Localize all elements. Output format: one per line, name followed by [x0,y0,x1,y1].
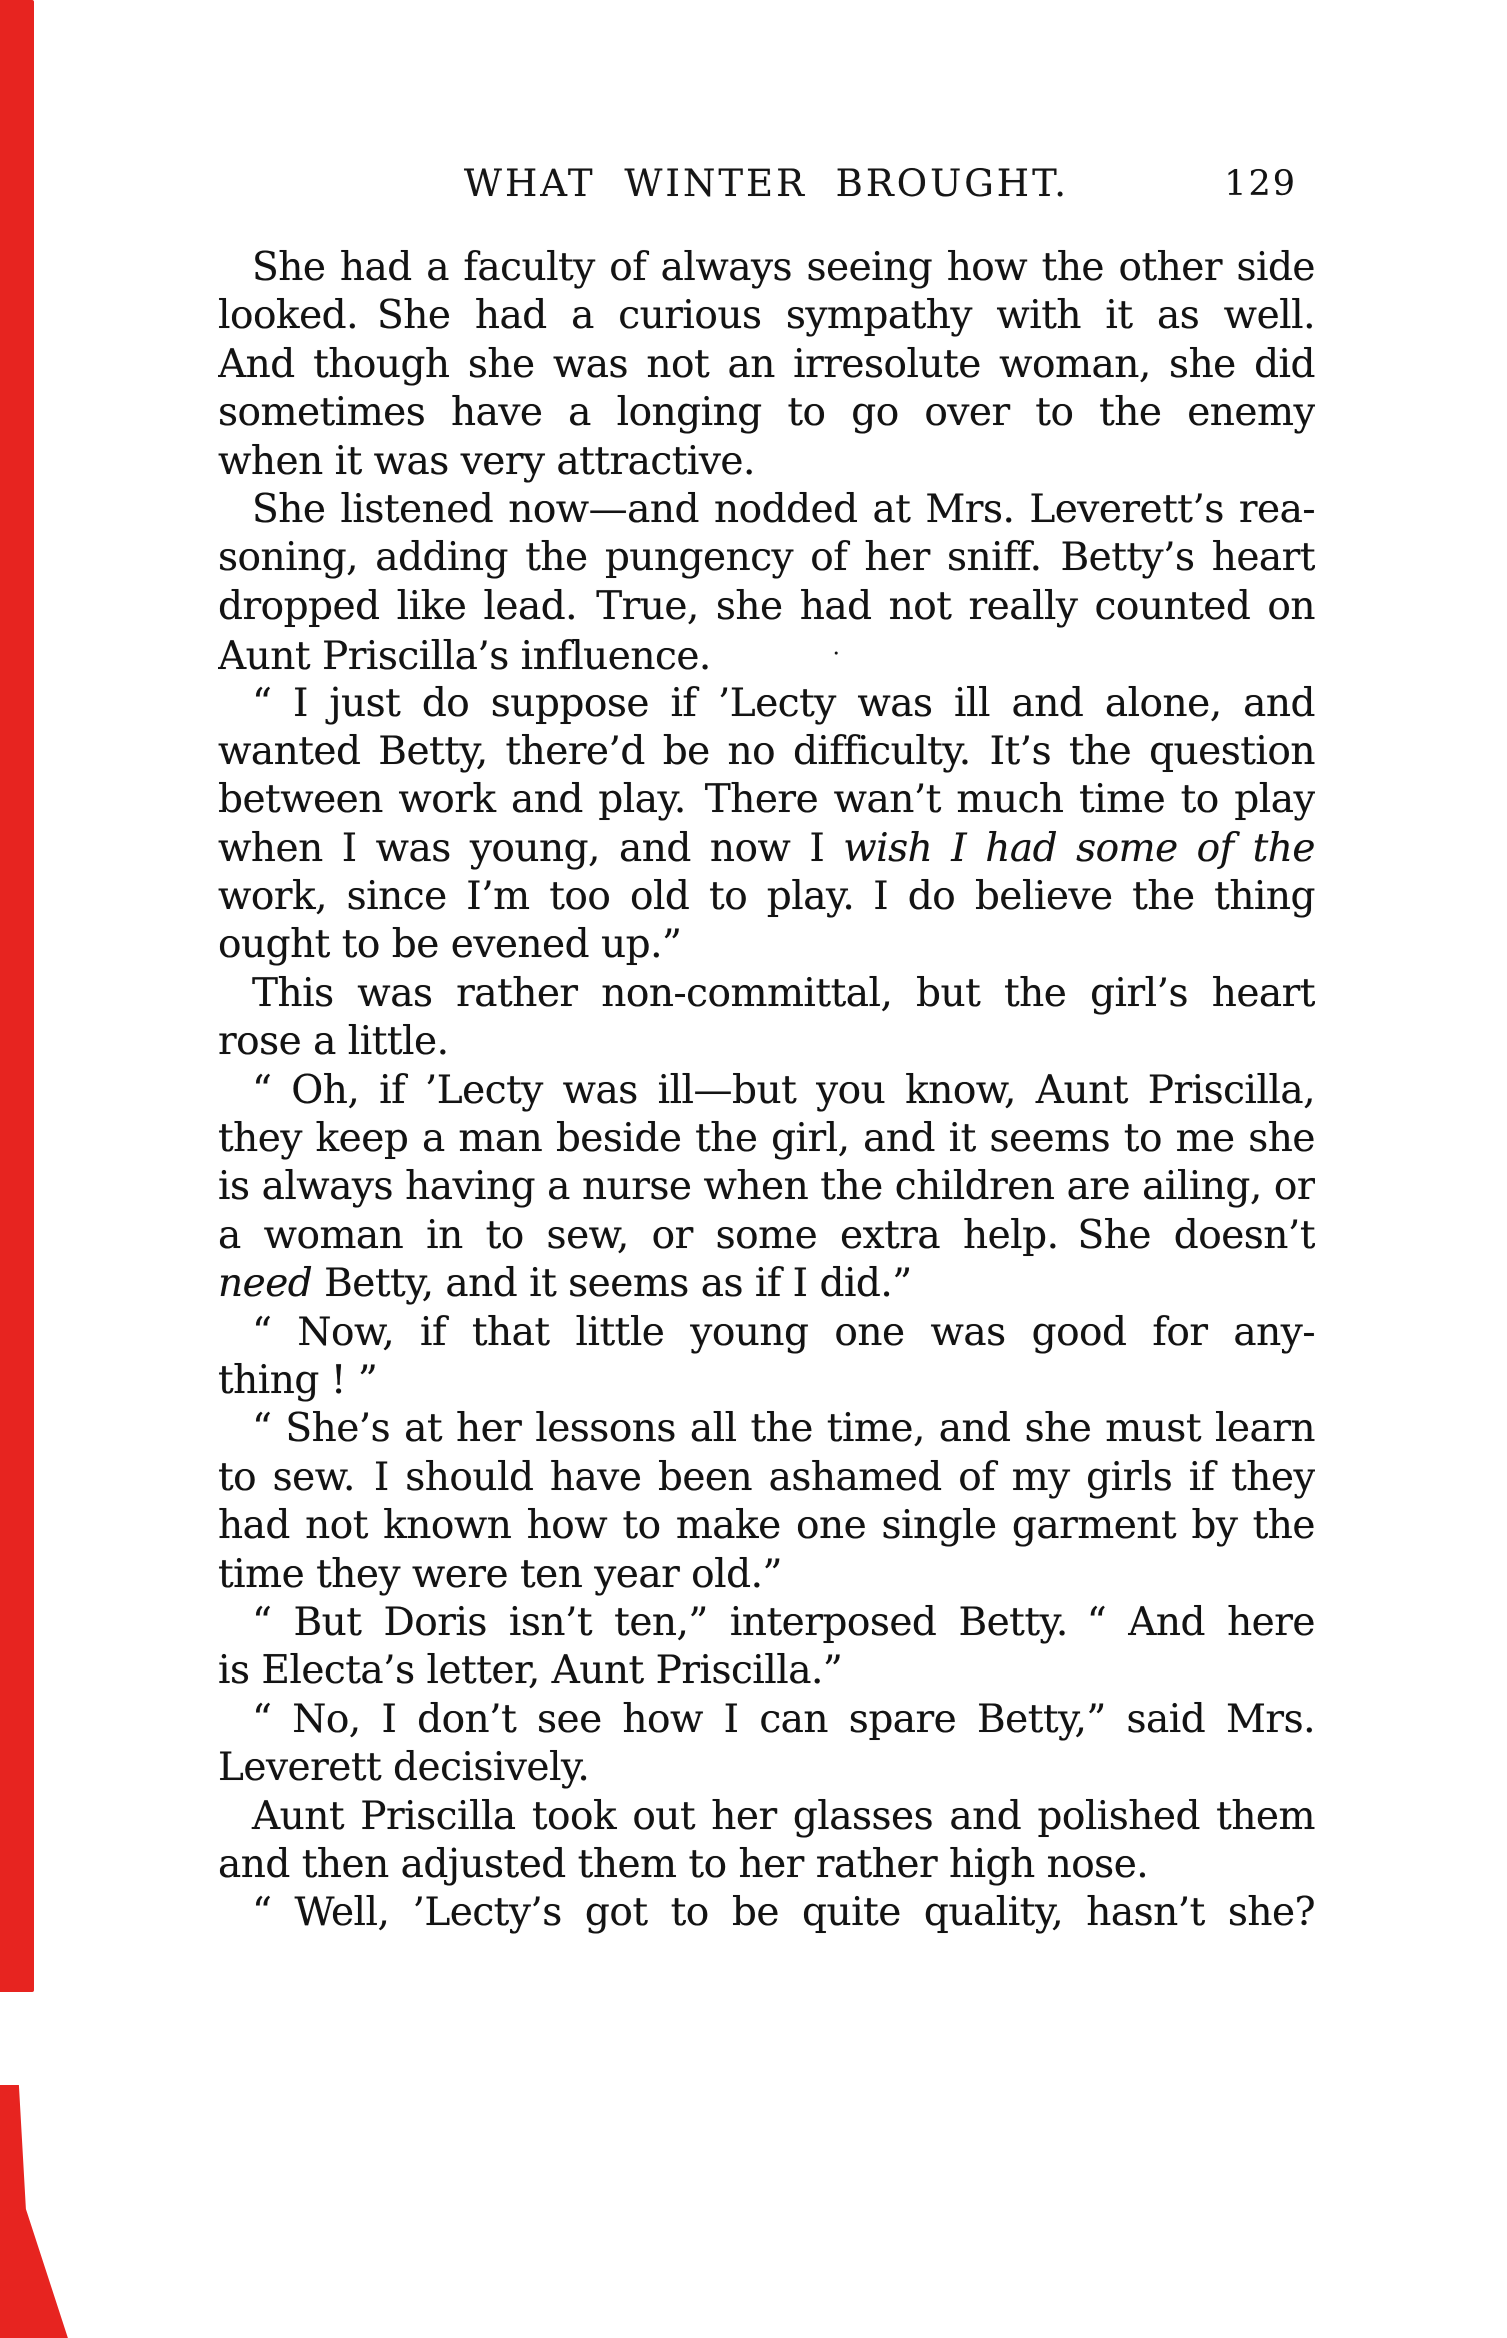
text-line [218,728,1315,776]
text-segment: This was rather non-committal, but the girl’s heart [252,970,1315,1016]
text-line [218,631,1315,679]
text-segment: when I was young, and now I [218,825,844,871]
text-segment: And though she was not an irresolute woman, she did [218,341,1315,387]
running-header [218,158,1315,210]
text-segment: is always having a nurse when the children are ailing, or [218,1164,1315,1210]
text-segment: work, since I’m too old to play. I do believe the thing [218,874,1315,920]
text-segment: wanted Betty, there’d be no difficulty. It’s the question [218,728,1315,774]
text-line [218,438,1315,486]
text-line [218,389,1315,437]
text-segment: they keep a man beside the girl, and it seems to me she [218,1116,1315,1162]
text-segment: soning, adding the pungency of her sniff. Betty’s heart [218,535,1315,581]
text-line [218,1696,1315,1744]
text-segment: had not known how to make one single garment by the [218,1503,1315,1549]
text-line [218,1502,1315,1550]
text-segment: to sew. I should have been ashamed of my girls if they [218,1454,1315,1500]
text-line [218,1551,1315,1599]
text-line [218,1889,1315,1937]
page-number: 129 [1224,164,1297,204]
text-segment: ought to be evened up.” [218,922,682,968]
text-line [218,825,1315,873]
text-line [218,873,1315,921]
text-line [218,1212,1315,1260]
text-segment: · [832,642,840,668]
text-line [218,680,1315,728]
text-segment: Betty, and it seems as if I did.” [312,1261,912,1307]
text-line [218,1163,1315,1211]
scan-red-edge-bottom [0,2085,70,2338]
text-line [218,1647,1315,1695]
text-segment: “ Oh, if ’Lecty was ill—but you know, Aunt Priscilla, [252,1067,1315,1113]
text-line [218,1260,1315,1308]
text-line [218,583,1315,631]
text-segment: thing ! ” [218,1357,378,1403]
text-line [218,1018,1315,1066]
text-segment: looked. She had a curious sympathy with it as well. [218,293,1315,339]
text-line [218,776,1315,824]
text-line [218,1405,1315,1453]
text-line [218,1599,1315,1647]
text-segment: “ I just do suppose if ’Lecty was ill and alone, and [252,680,1315,726]
text-segment: time they were ten year old.” [218,1551,782,1597]
page-text [218,244,1315,1938]
text-line [218,1115,1315,1163]
text-segment: rose a little. [218,1019,449,1065]
text-line [218,970,1315,1018]
text-segment: and then adjusted them to her rather high nose. [218,1841,1149,1887]
chapter-title: WHAT WINTER BROUGHT. [463,162,1070,205]
text-segment: “ Well, ’Lecty’s got to be quite quality, hasn’t she? [252,1890,1315,1936]
text-line [218,1841,1315,1889]
text-segment: Leverett decisively. [218,1745,590,1791]
text-line [218,1067,1315,1115]
text-segment: sometimes have a longing to go over to the enemy [218,390,1315,436]
text-segment: “ Now, if that little young one was good for any- [252,1309,1315,1355]
text-segment: “ But Doris isn’t ten,” interposed Betty. “ And here [252,1599,1315,1645]
text-line [218,1309,1315,1357]
text-segment: dropped like lead. True, she had not really counted on [218,583,1315,629]
text-line [218,1454,1315,1502]
text-segment: between work and play. There wan’t much time to play [218,777,1315,823]
scan-red-edge-top [0,0,34,1992]
text-segment: when it was very attractive. [218,438,755,484]
text-segment: She listened now—and nodded at Mrs. Leverett’s rea- [252,486,1315,532]
text-line [218,921,1315,969]
text-segment: Aunt Priscilla’s influence. [218,634,711,680]
text-line [218,534,1315,582]
italic-text: wish I had some of the [843,825,1315,871]
text-segment: is Electa’s letter, Aunt Priscilla.” [218,1648,843,1694]
text-segment: Aunt Priscilla took out her glasses and polished them [252,1793,1315,1839]
text-line [218,244,1315,292]
text-line [218,486,1315,534]
text-segment: “ No, I don’t see how I can spare Betty,” said Mrs. [252,1696,1315,1742]
text-line [218,1357,1315,1405]
italic-text: need [218,1261,313,1307]
text-line [218,1744,1315,1792]
text-line [218,1793,1315,1841]
text-line [218,341,1315,389]
text-segment: “ She’s at her lessons all the time, and she must learn [252,1406,1315,1452]
text-line [218,292,1315,340]
text-segment: a woman in to sew, or some extra help. She doesn’t [218,1212,1315,1258]
text-segment: She had a faculty of always seeing how the other side [252,245,1315,290]
